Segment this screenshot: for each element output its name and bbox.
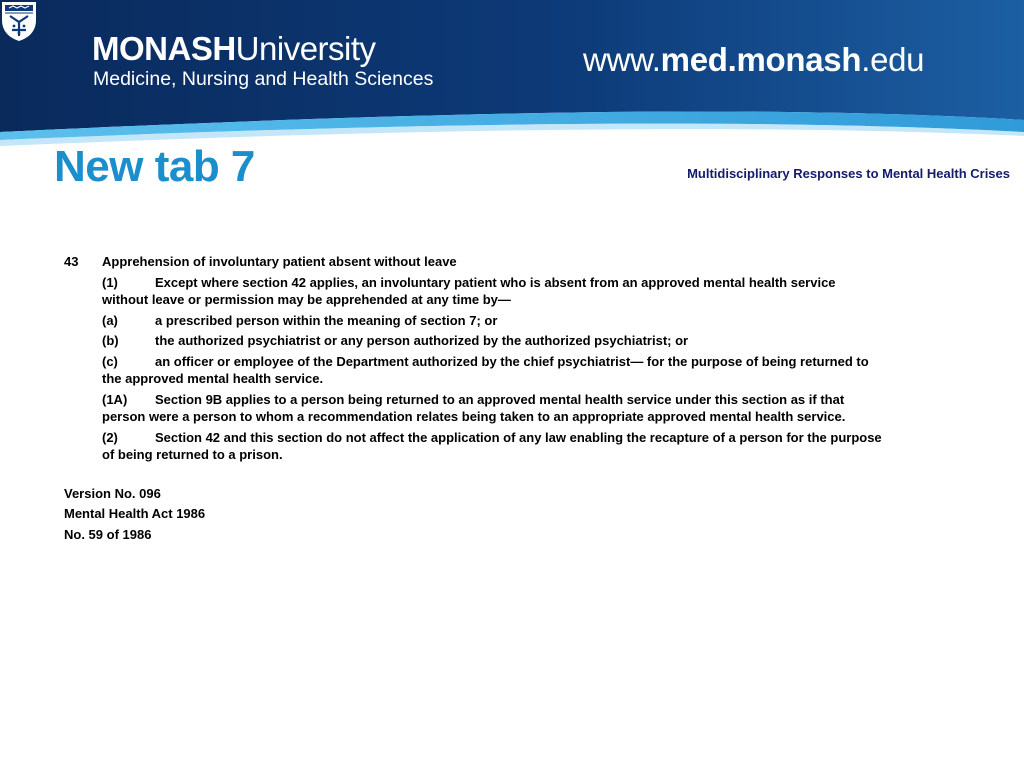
- university-wordmark: [92, 30, 376, 68]
- act-name: Mental Health Act 1986: [64, 506, 206, 521]
- url-prefix: www.: [583, 41, 661, 78]
- url-suffix: .edu: [861, 41, 925, 78]
- monash-crest-logo: [0, 0, 38, 42]
- wordmark-university: University: [235, 30, 376, 67]
- act-footer: [64, 485, 884, 544]
- paragraph: [102, 332, 884, 350]
- paragraph-text: Section 9B applies to a person being returned to an approved mental health service under this section as if that person were a person to whom a recommendation relates being taken to an appropriate approved mental health service.: [102, 391, 846, 424]
- paragraph-tag: (c): [102, 353, 118, 369]
- paragraph-tag: (1): [102, 274, 118, 290]
- paragraph-tag: (2): [102, 429, 118, 445]
- section-heading: [64, 253, 884, 271]
- faculty-url: [583, 41, 924, 79]
- paragraph-tag: (a): [102, 312, 118, 328]
- paragraph: [102, 391, 884, 426]
- paragraph-text: Section 42 and this section do not affect the application of any law enabling the recapture of a person for the purpose of being returned to a prison.: [102, 429, 882, 462]
- wordmark-monash: MONASH: [92, 30, 236, 67]
- paragraph-tag: (b): [102, 333, 119, 348]
- paragraph-tag: (1A): [102, 391, 128, 407]
- paragraph: [102, 312, 884, 330]
- paragraph-text: Except where section 42 applies, an involuntary patient who is absent from an approved mental health service without leave or permission may be apprehended at any time by—: [102, 274, 836, 307]
- section-number: 43: [64, 254, 79, 269]
- slide-title: New tab 7: [54, 142, 255, 191]
- paragraph-text: an officer or employee of the Department authorized by the chief psychiatrist— for the purpose of being returned to the approved mental health service.: [102, 353, 869, 386]
- paragraph: [102, 274, 884, 309]
- paragraph-text: the authorized psychiatrist or any person authorized by the authorized psychiatrist; or: [155, 333, 689, 348]
- paragraph-text: a prescribed person within the meaning of section 7; or: [155, 312, 498, 328]
- legislation-text: [64, 253, 884, 546]
- act-number: No. 59 of 1986: [64, 526, 152, 542]
- section-heading-text: Apprehension of involuntary patient absent without leave: [102, 254, 457, 269]
- version-number: Version No. 096: [64, 485, 161, 501]
- slide-subtitle: Multidisciplinary Responses to Mental Health Crises: [687, 166, 1010, 181]
- paragraph: [102, 429, 884, 464]
- header-banner: [0, 0, 1024, 150]
- paragraph: [102, 353, 884, 388]
- url-domain: med.monash: [660, 41, 862, 78]
- faculty-name: Medicine, Nursing and Health Sciences: [93, 68, 434, 90]
